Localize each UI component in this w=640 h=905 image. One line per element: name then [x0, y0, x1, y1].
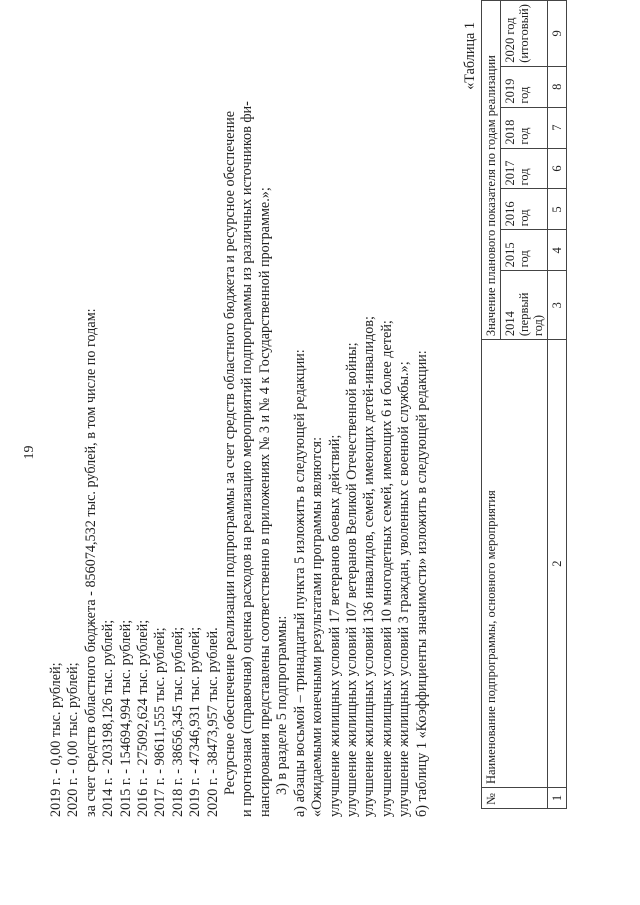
page-number: 19: [22, 445, 37, 460]
numbering-cell: 3: [548, 271, 567, 340]
text-line: 2020 г. - 38473,957 тыс. рублей.: [204, 627, 221, 817]
text-line: улучшение жилищных условий 136 инвалидов, семей, имеющих детей-инвалидов;: [361, 316, 378, 817]
header-name: Наименование подпрограммы, основного мероприятия: [482, 340, 548, 788]
year-2017: 2017 год: [501, 148, 548, 189]
numbering-cell: 8: [548, 66, 567, 107]
indicator-table: [481, 0, 567, 809]
text-line: 2017 г. - 98611,555 тыс. рублей;: [152, 627, 169, 817]
text-line: нансирования представлены соответственно в приложениях № 3 и № 4 к Государственной программе.»;: [256, 187, 273, 817]
text-line: 2015 г. - 154694,994 тыс. рублей;: [117, 619, 134, 817]
numbering-cell: 2: [548, 340, 567, 788]
text-line: «Ожидаемыми конечными результатами программы являются:: [309, 436, 326, 817]
text-line: 2016 г. - 275092,624 тыс. рублей;: [135, 619, 152, 817]
numbering-cell: 9: [548, 1, 567, 67]
text-line: 2020 г. - 0,00 тыс. рублей;: [65, 662, 82, 817]
table-caption: «Таблица 1: [462, 22, 478, 90]
header-group: Значение планового показателя по годам реализации: [482, 1, 501, 340]
year-2015: 2015 год: [501, 230, 548, 271]
text-line: 2019 г. - 0,00 тыс. рублей;: [48, 662, 64, 817]
numbering-cell: 7: [548, 107, 567, 148]
text-line: улучшение жилищных условий 10 многодетных семей, имеющих 6 и более детей;: [378, 320, 395, 817]
header-number: №: [482, 788, 548, 809]
text-line: за счет средств областного бюджета - 856074,532 тыс. рублей, в том числе по годам:: [82, 308, 99, 817]
year-2016: 2016 год: [501, 189, 548, 230]
year-2019: 2019 год: [501, 66, 548, 107]
numbering-cell: 6: [548, 148, 567, 189]
table-header-row: [482, 1, 501, 809]
text-line: 2018 г. - 38656,345 тыс. рублей;: [169, 626, 186, 817]
year-2014: 2014 (первый год): [501, 271, 548, 340]
text-line: улучшение жилищных условий 3 граждан, уволенных с военной службы.»;: [396, 361, 413, 817]
numbering-cell: 5: [548, 189, 567, 230]
year-2020: 2020 год (итоговый): [501, 1, 548, 67]
text-line: 2019 г. - 47346,931 тыс. рублей;: [187, 626, 204, 817]
text-line: б) таблицу 1 «Коэффициенты значимости» изложить в следующей редакции:: [413, 350, 430, 817]
numbering-cell: 4: [548, 230, 567, 271]
table-numbering-row: [548, 1, 567, 809]
numbering-cell: 1: [548, 788, 567, 809]
text-line: 2014 г. - 203198,126 тыс. рублей;: [100, 619, 117, 817]
year-2018: 2018 год: [501, 107, 548, 148]
text-line: улучшение жилищных условий 17 ветеранов боевых действий;: [326, 434, 343, 817]
text-line: 3) в разделе 5 подпрограммы:: [274, 615, 291, 795]
text-line: Ресурсное обеспечение реализации подпрограммы за счет средств областного бюджета и ресурсное обеспечение: [222, 110, 239, 795]
text-line: а) абзацы восьмой – тринадцатый пункта 5 изложить в следующей редакции:: [291, 349, 308, 817]
text-line: улучшение жилищных условий 107 ветеранов Великой Отечественной войны;: [343, 342, 360, 817]
text-line: и прогнозная (справочная) оценка расходов на реализацию мероприятий подпрограммы из различных источников фи-: [239, 101, 256, 817]
body-text: [48, 27, 431, 817]
